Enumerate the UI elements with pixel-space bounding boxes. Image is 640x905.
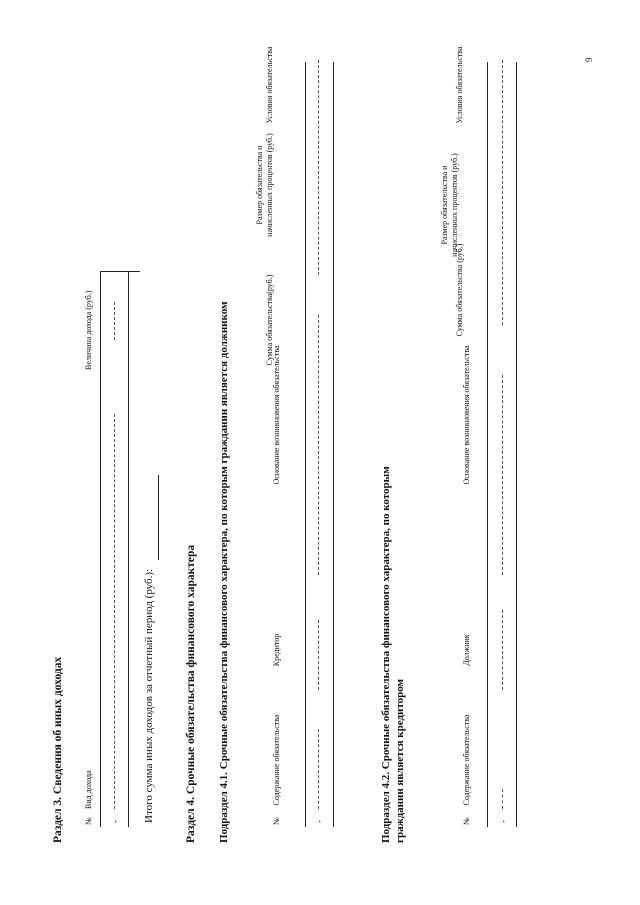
- sub42-col-sum: Сумма обязательства (руб.): [455, 243, 464, 337]
- sub41-party-dashline: [318, 620, 319, 690]
- section3-amount-dashline: [114, 302, 115, 340]
- sub42-content-dashline: [502, 789, 503, 809]
- sub41-basis-dashline: [318, 315, 319, 575]
- section3-type-dashline: [114, 414, 115, 809]
- section4-title: Раздел 4. Срочные обязательства финансового характера: [185, 544, 197, 843]
- section3-right-border: [100, 271, 140, 272]
- sub41-header-rule: [305, 62, 306, 827]
- sub41-col-terms: Условия обязательства: [265, 46, 274, 124]
- sub42-bottom-rule: [516, 62, 517, 827]
- section3-col-type: Вид дохода: [84, 770, 93, 809]
- sub42-col-party: Должник: [462, 634, 471, 666]
- section3-total-label: Итого сумма иных доходов за отчетный период (руб.):: [143, 568, 155, 823]
- section3-bottom-rule: [128, 272, 129, 827]
- sub41-col-content: Содержание обязательства: [272, 714, 281, 806]
- sub41-right-dashline: [318, 60, 319, 275]
- sub41-col-party: Кредитор: [272, 633, 281, 667]
- sub41-title: Подраздел 4.1. Срочные обязательства финансового характера, по которым гражданин является должником: [218, 301, 230, 843]
- sub41-col-size: Размер обязательства и начисленных процентов (руб.): [255, 133, 274, 237]
- section3-col-amount: Величина дохода (руб.): [84, 290, 93, 370]
- sub42-col-content: Содержание обязательства: [462, 714, 471, 806]
- sub42-right-dashline: [502, 60, 503, 325]
- sub42-col-terms: Условия обязательства: [455, 46, 464, 124]
- section3-row-no: -: [110, 820, 120, 823]
- section3-total-line: [158, 475, 159, 560]
- sub42-col-no: №: [462, 817, 471, 825]
- sub42-basis-dashline: [502, 375, 503, 575]
- sub41-col-basis: Основание возникновения обязательства: [272, 345, 281, 485]
- sub42-header-rule: [487, 62, 488, 827]
- section3-title: Раздел 3. Сведения об иных доходах: [52, 656, 64, 843]
- sub41-col-no: №: [272, 817, 281, 825]
- sub42-col-size: Размер обязательства и начисленных процентов (руб.): [440, 153, 459, 257]
- sub41-col-sum: Сумма обязательства(руб.): [265, 274, 274, 366]
- sub42-title: Подраздел 4.2. Срочные обязательства финансового характера, по которым гражданин является кредитором: [380, 466, 406, 843]
- sub42-party-dashline: [502, 610, 503, 690]
- sub41-content-dashline: [318, 729, 319, 809]
- sub41-bottom-rule: [333, 62, 334, 827]
- section3-header-rule: [100, 272, 101, 827]
- sub41-row-no: -: [314, 820, 324, 823]
- section3-col-no: №: [84, 817, 93, 825]
- sub42-row-no: -: [498, 820, 508, 823]
- sub42-col-basis: Основание возникновения обязательства: [462, 345, 471, 485]
- page-number: 9: [584, 57, 594, 62]
